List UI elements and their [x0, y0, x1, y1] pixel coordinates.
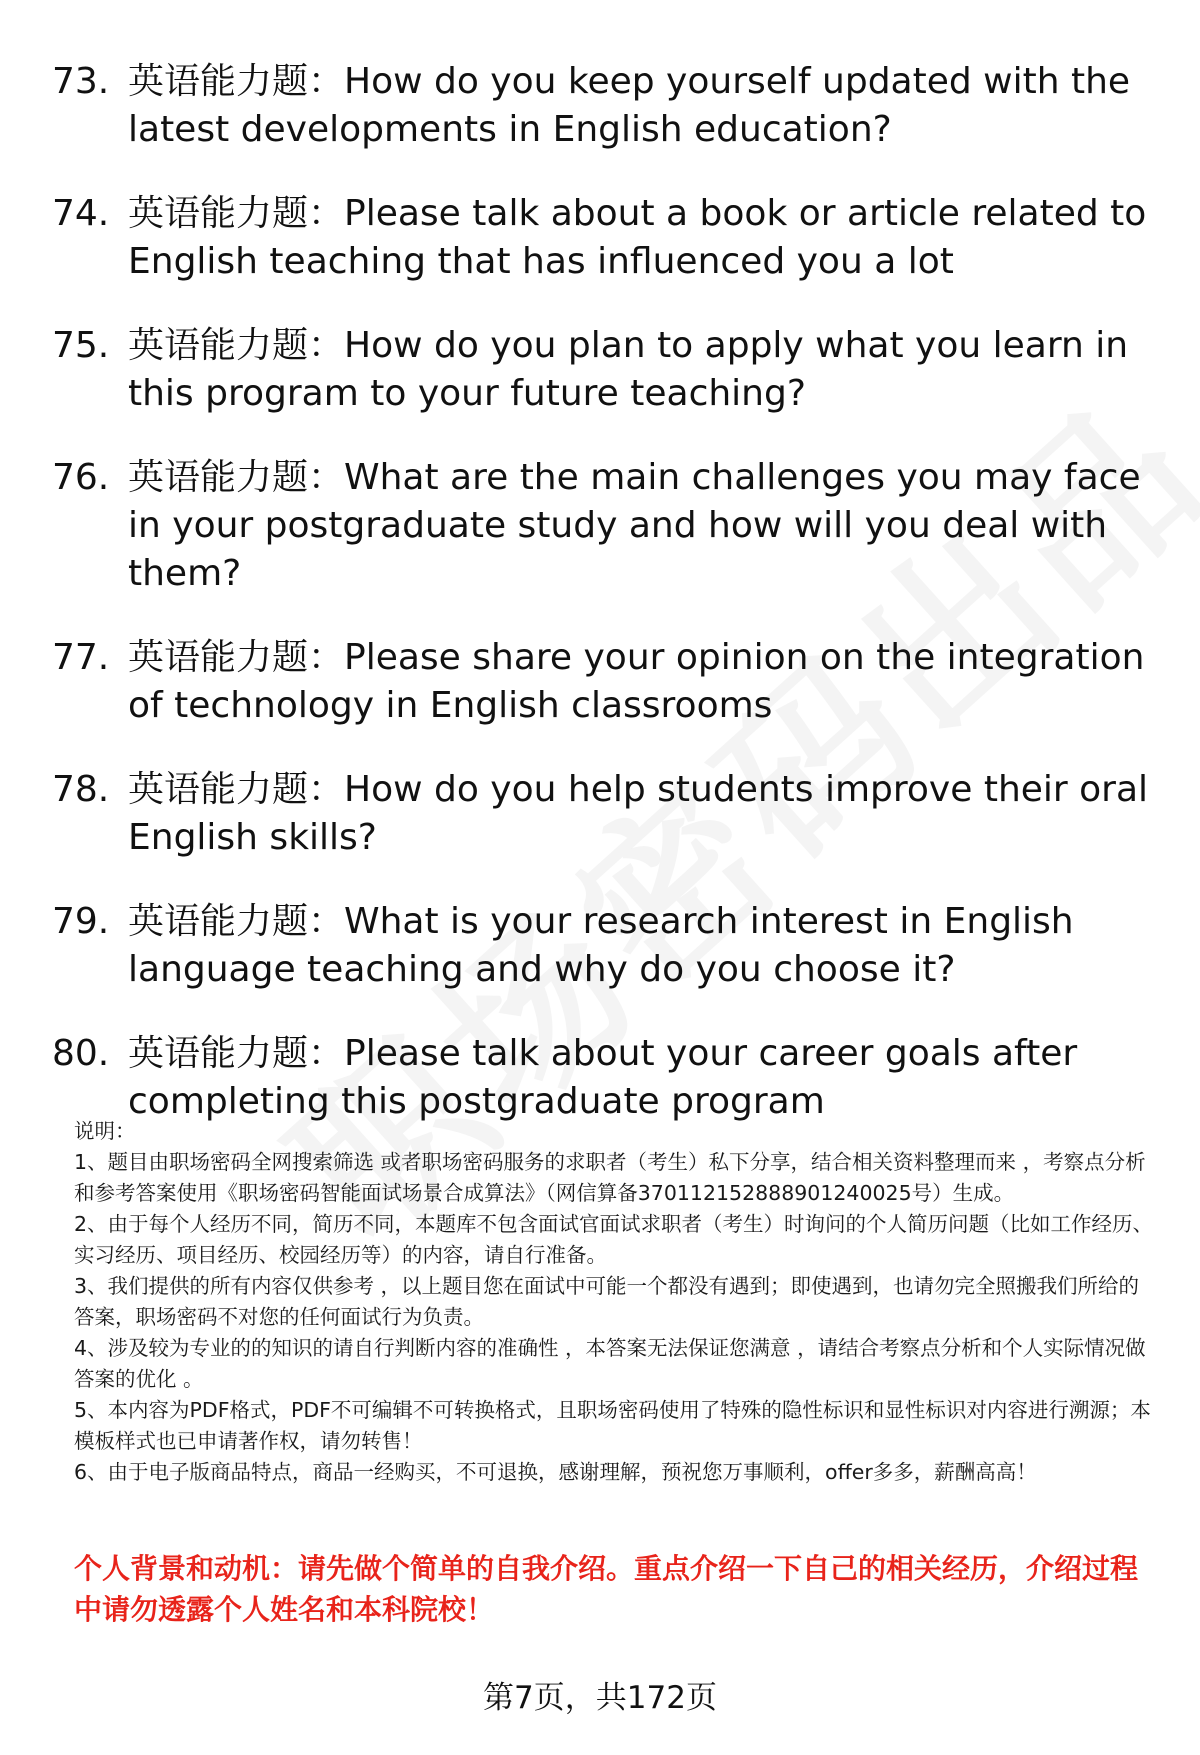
note-item: 2、由于每个人经历不同，简历不同，本题库不包含面试官面试求职者（考生）时询问的个人简历问题（比如工作经历、实习经历、项目经历、校园经历等）的内容，请自行准备。: [74, 1212, 1154, 1267]
notes-section: [74, 1116, 1154, 1488]
question-item: [52, 58, 1172, 154]
question-item: [52, 190, 1172, 286]
question-text: 英语能力题：What is your research interest in English language teaching and why do you choose it?: [128, 901, 1074, 990]
question-item: [52, 898, 1172, 994]
note-item: 3、我们提供的所有内容仅供参考 ，以上题目您在面试中可能一个都没有遇到；即使遇到，也请勿完全照搬我们所给的答案，职场密码不对您的任何面试行为负责。: [74, 1274, 1140, 1329]
notes-title: 说明：: [74, 1119, 136, 1143]
question-number: 75.: [52, 325, 110, 366]
question-text: 英语能力题：How do you help students improve their oral English skills?: [128, 769, 1149, 858]
question-item: [52, 766, 1172, 862]
question-item: [52, 454, 1172, 598]
question-text: 英语能力题：How do you plan to apply what you learn in this program to your future teaching?: [128, 325, 1129, 414]
question-number: 73.: [52, 61, 110, 102]
note-item: 6、由于电子版商品特点，商品一经购买，不可退换，感谢理解，预祝您万事顺利，offer多多，薪酬高高！: [74, 1460, 1037, 1484]
question-number: 77.: [52, 637, 110, 678]
question-list: [52, 58, 1172, 1162]
question-text: 英语能力题：Please share your opinion on the integration of technology in English classrooms: [128, 637, 1145, 726]
question-number: 74.: [52, 193, 110, 234]
question-text: 英语能力题：Please talk about your career goals after completing this postgraduate program: [128, 1033, 1078, 1122]
note-item: 4、涉及较为专业的的知识的请自行判断内容的准确性 ，本答案无法保证您满意 ，请结合考察点分析和个人实际情况做答案的优化 。: [74, 1336, 1146, 1391]
question-text: 英语能力题：What are the main challenges you may face in your postgraduate study and how will you deal with them?: [128, 457, 1141, 594]
question-text: 英语能力题：Please talk about a book or article related to English teaching that has influenced you a lot: [128, 193, 1147, 282]
question-number: 79.: [52, 901, 110, 942]
question-number: 76.: [52, 457, 110, 498]
question-item: [52, 634, 1172, 730]
page-number: 第7页，共172页: [483, 1680, 717, 1716]
highlight-question: 个人背景和动机：请先做个简单的自我介绍。重点介绍一下自己的相关经历，介绍过程中请勿透露个人姓名和本科院校！: [74, 1552, 1139, 1626]
note-item: 5、本内容为PDF格式，PDF不可编辑不可转换格式，且职场密码使用了特殊的隐性标识和显性标识对内容进行溯源；本模板样式也已申请著作权，请勿转售！: [74, 1398, 1151, 1453]
question-item: [52, 1030, 1172, 1126]
question-number: 80.: [52, 1033, 110, 1074]
question-text: 英语能力题：How do you keep yourself updated with the latest developments in English education?: [128, 61, 1131, 150]
question-item: [52, 322, 1172, 418]
note-item: 1、题目由职场密码全网搜索筛选 或者职场密码服务的求职者（考生）私下分享，结合相关资料整理而来 ，考察点分析和参考答案使用《职场密码智能面试场景合成算法》（网信算备370112152888901240025号）生成。: [74, 1150, 1146, 1205]
question-number: 78.: [52, 769, 110, 810]
